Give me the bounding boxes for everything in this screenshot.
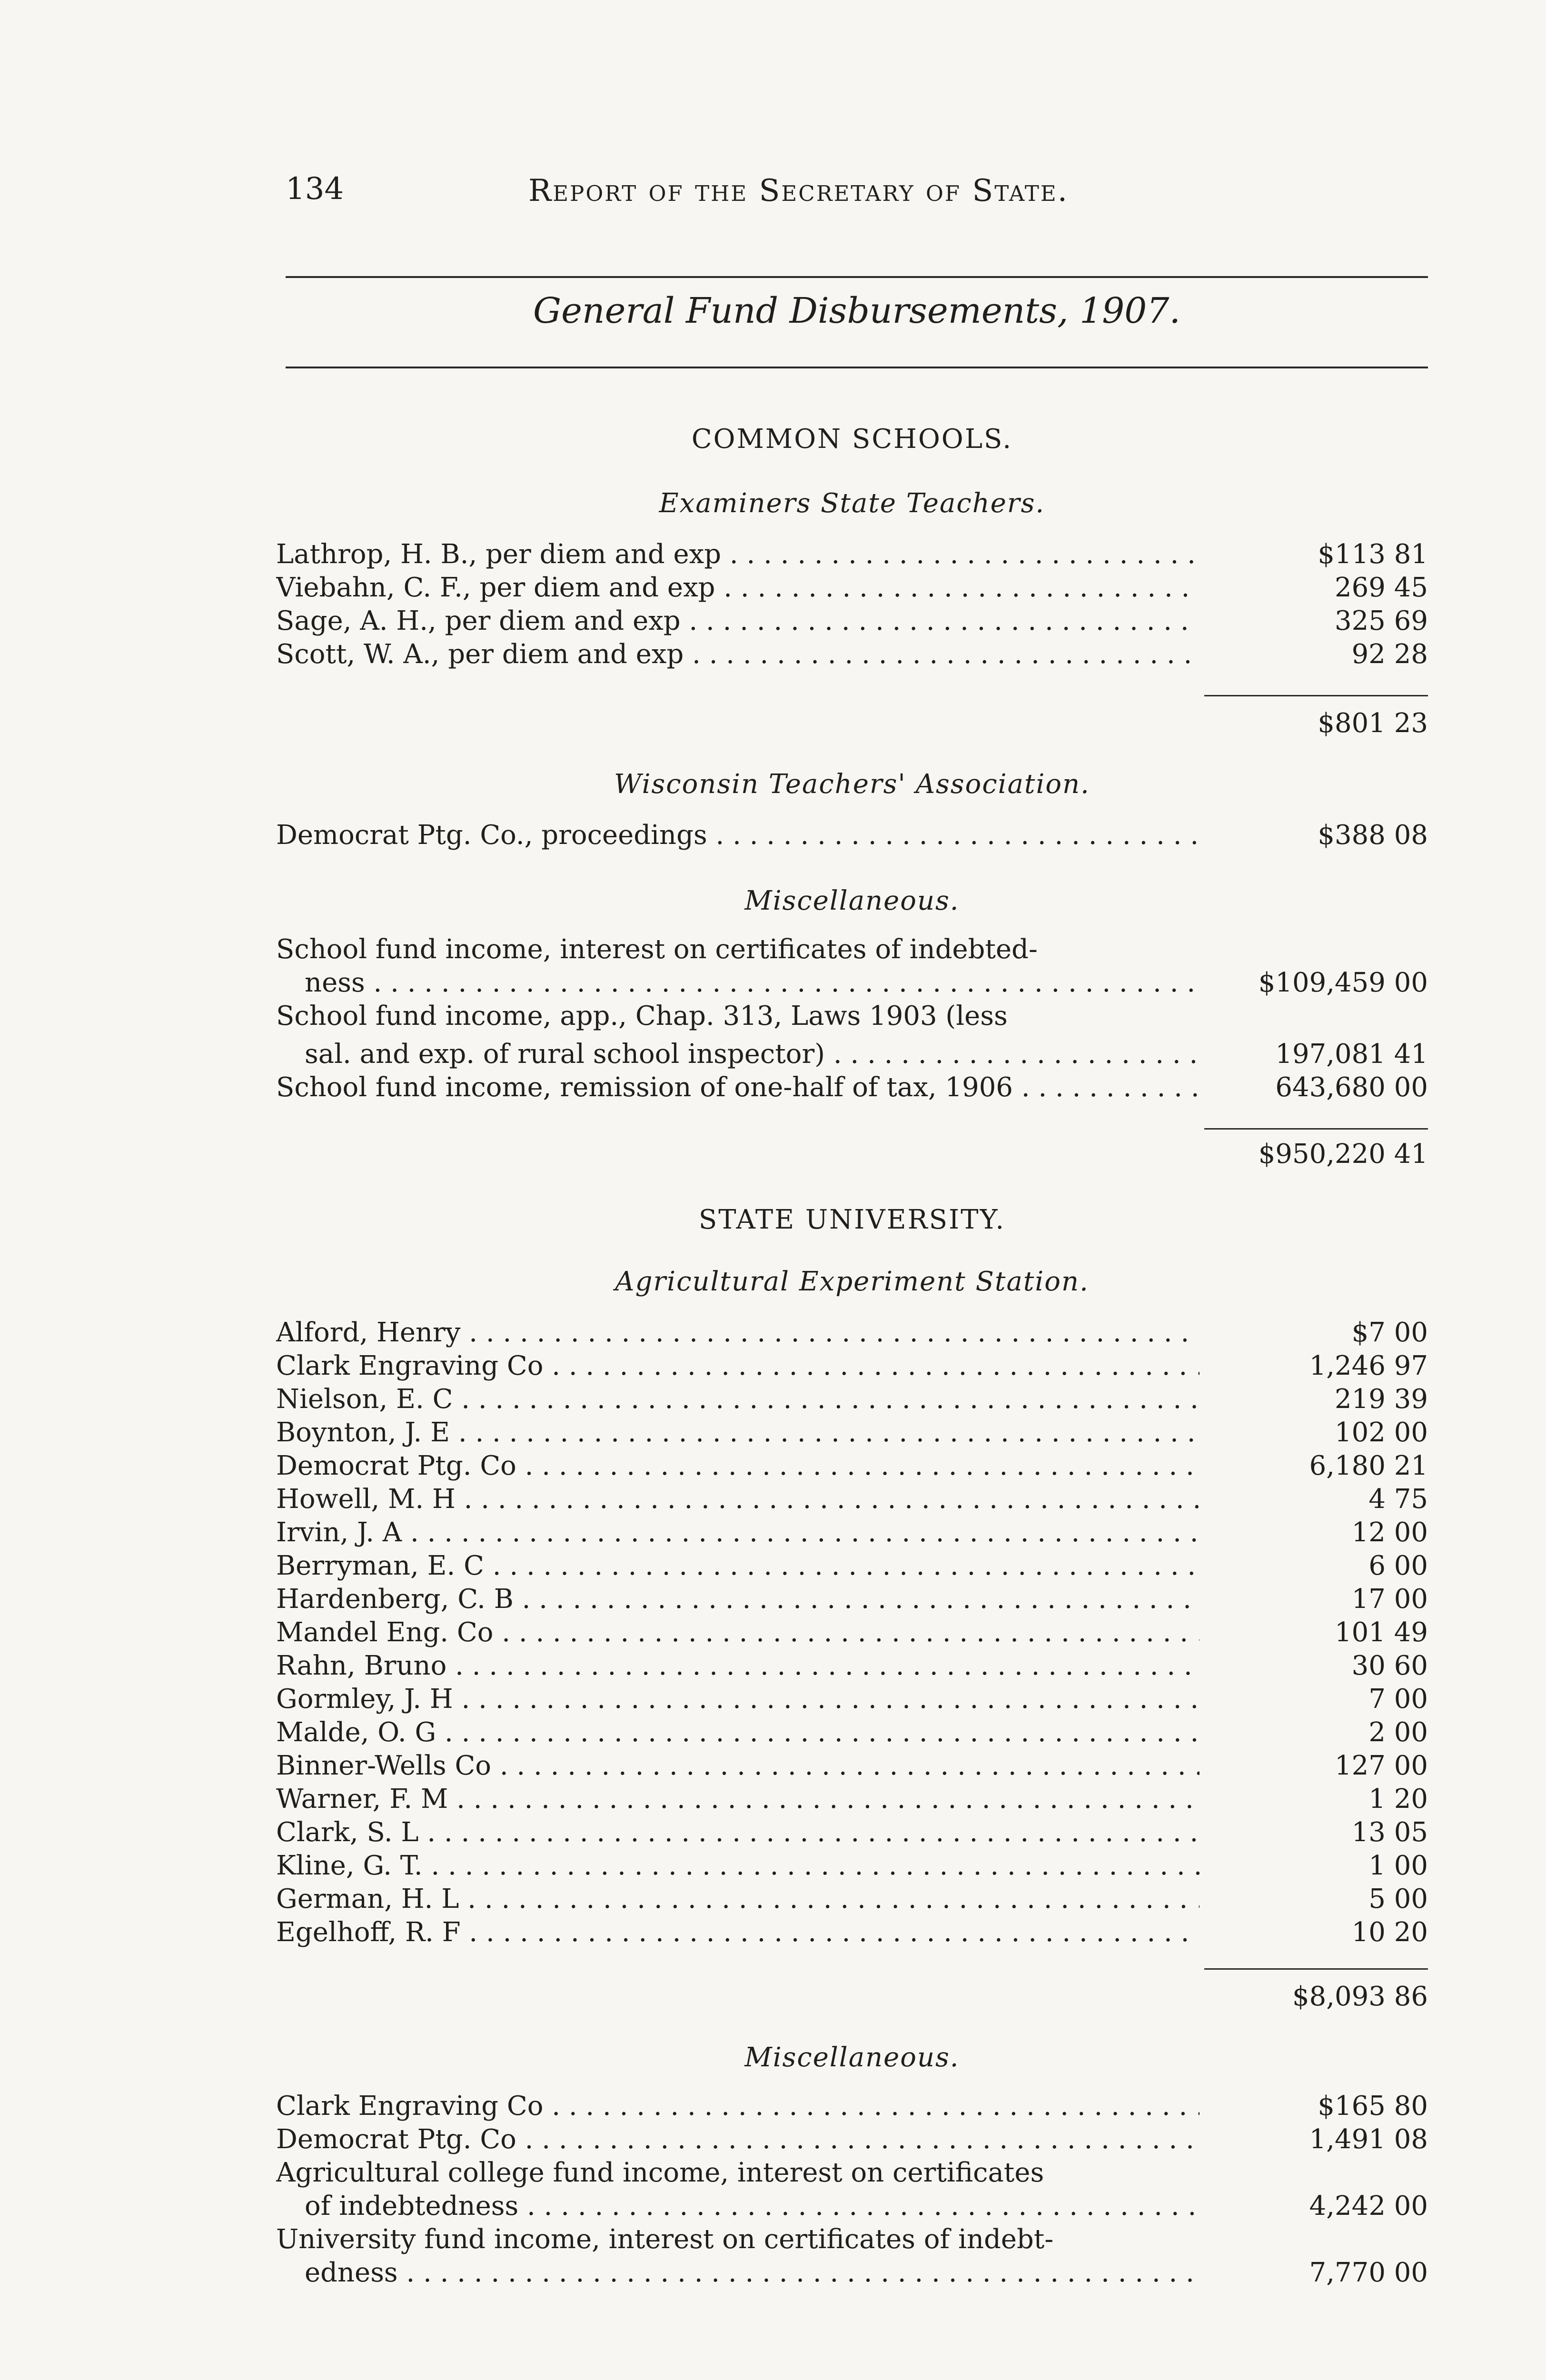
table-row xyxy=(276,2223,1428,2256)
payee-name: Hardenberg, C. B . . . xyxy=(276,1583,1199,1616)
table-row xyxy=(276,1816,1428,1849)
table-row xyxy=(276,1516,1428,1549)
payee-name: Scott, W. A., per diem and exp . . . xyxy=(276,638,1199,671)
payee-name: Clark Engraving Co . . . xyxy=(276,1349,1199,1383)
amount: 127 00 xyxy=(1335,1750,1428,1781)
payee-name: Egelhoff, R. F . . . xyxy=(276,1916,1199,1949)
running-head xyxy=(286,171,1428,219)
table-row xyxy=(276,1071,1428,1104)
section-title: General Fund Disbursements, 1907. xyxy=(533,290,1180,331)
amount: 219 39 xyxy=(1335,1384,1428,1415)
line-text: School fund income, remission of one-half of tax, 1906 . . . xyxy=(276,1071,1199,1104)
table-row xyxy=(276,1649,1428,1683)
line-text: sal. and exp. of rural school inspector) . . . xyxy=(305,1038,1199,1071)
amount: 102 00 xyxy=(1335,1417,1428,1448)
line-text: University fund income, interest on certificates of indebt- xyxy=(276,2224,1054,2255)
amount: 4 75 xyxy=(1368,1484,1428,1515)
table-row xyxy=(276,2123,1428,2156)
payee-name: Kline, G. T. . . . xyxy=(276,1849,1199,1883)
table-row xyxy=(276,1416,1428,1449)
payee-name: Malde, O. G . . . xyxy=(276,1716,1199,1749)
table-row xyxy=(276,1483,1428,1516)
payee-name: German, H. L . . . xyxy=(276,1883,1199,1916)
amount: $113 81 xyxy=(1318,539,1428,570)
payee-name: Sage, A. H., per diem and exp . . . xyxy=(276,605,1199,638)
payee-name: Binner-Wells Co . . . xyxy=(276,1749,1199,1783)
total-rule xyxy=(1204,1128,1428,1130)
amount: $109,459 00 xyxy=(1258,967,1428,998)
line-text: School fund income, interest on certificates of indebted- xyxy=(276,934,1038,965)
amount: 6 00 xyxy=(1368,1550,1428,1581)
table-row xyxy=(276,1316,1428,1349)
amount: 12 00 xyxy=(1351,1517,1428,1548)
amount: 1,491 08 xyxy=(1309,2124,1428,2155)
line-text: edness . . . xyxy=(305,2256,1199,2290)
amount: 10 20 xyxy=(1351,1917,1428,1948)
table-row xyxy=(276,1616,1428,1649)
line-text: Agricultural college fund income, interest on certificates xyxy=(276,2157,1044,2188)
table-row xyxy=(276,2090,1428,2123)
table-row xyxy=(276,571,1428,605)
table-row xyxy=(276,1549,1428,1583)
amount: 197,081 41 xyxy=(1275,1039,1428,1070)
examiners-subheading: Examiners State Teachers. xyxy=(659,488,1045,519)
payee-name: Alford, Henry . . . xyxy=(276,1316,1199,1349)
amount: 1 00 xyxy=(1368,1850,1428,1881)
amount: $388 08 xyxy=(1318,820,1428,851)
payee-name: Mandel Eng. Co . . . xyxy=(276,1616,1199,1649)
table-row xyxy=(276,638,1428,671)
line-text: of indebtedness . . . xyxy=(305,2190,1199,2223)
amount: 30 60 xyxy=(1351,1650,1428,1681)
payee-name: Viebahn, C. F., per diem and exp . . . xyxy=(276,571,1199,605)
page-number: 134 xyxy=(286,171,344,207)
amount: 7 00 xyxy=(1368,1684,1428,1715)
payee-name: Democrat Ptg. Co., proceedings . . . xyxy=(276,819,1199,852)
table-row xyxy=(276,538,1428,571)
total-rule xyxy=(1204,695,1428,696)
payee-name: Clark Engraving Co . . . xyxy=(276,2090,1199,2123)
payee-name: Democrat Ptg. Co . . . xyxy=(276,2123,1199,2156)
payee-name: Nielson, E. C . . . xyxy=(276,1383,1199,1416)
amount: 101 49 xyxy=(1335,1617,1428,1648)
table-row xyxy=(276,1716,1428,1749)
university-misc-subheading: Miscellaneous. xyxy=(744,2042,960,2073)
wta-subheading: Wisconsin Teachers' Association. xyxy=(614,769,1090,800)
amount: $7 00 xyxy=(1351,1317,1428,1348)
line-text: ness . . . xyxy=(305,966,1199,1000)
table-row xyxy=(276,819,1428,852)
amount: 6,180 21 xyxy=(1309,1450,1428,1481)
table-row xyxy=(276,933,1428,966)
table-row xyxy=(276,1749,1428,1783)
amount: $165 80 xyxy=(1318,2091,1428,2122)
table-row xyxy=(276,2190,1428,2223)
table-row xyxy=(276,2156,1428,2190)
payee-name: Gormley, J. H . . . xyxy=(276,1683,1199,1716)
table-row xyxy=(276,2256,1428,2290)
payee-name: Berryman, E. C . . . xyxy=(276,1549,1199,1583)
table-row xyxy=(276,1683,1428,1716)
amount: 325 69 xyxy=(1335,605,1428,636)
table-row xyxy=(276,1583,1428,1616)
table-row xyxy=(276,1916,1428,1949)
table-row xyxy=(276,1349,1428,1383)
section-rule xyxy=(286,367,1428,368)
amount: 643,680 00 xyxy=(1275,1072,1428,1103)
payee-name: Lathrop, H. B., per diem and exp . . . xyxy=(276,538,1199,571)
payee-name: Irvin, J. A . . . xyxy=(276,1516,1199,1549)
payee-name: Howell, M. H . . . xyxy=(276,1483,1199,1516)
table-row xyxy=(276,1000,1428,1033)
table-row xyxy=(276,1783,1428,1816)
table-row xyxy=(276,1883,1428,1916)
table-row xyxy=(276,1383,1428,1416)
amount: 5 00 xyxy=(1368,1884,1428,1914)
amount: 269 45 xyxy=(1335,572,1428,603)
amount: 4,242 00 xyxy=(1309,2191,1428,2221)
amount: 92 28 xyxy=(1351,639,1428,670)
table-row xyxy=(276,1849,1428,1883)
payee-name: Rahn, Bruno . . . xyxy=(276,1649,1199,1683)
payee-name: Democrat Ptg. Co . . . xyxy=(276,1449,1199,1483)
running-title: Report of the Secretary of State. xyxy=(528,173,1069,208)
ag-station-total: $8,093 86 xyxy=(1292,1981,1428,2012)
amount: 2 00 xyxy=(1368,1717,1428,1748)
amount: 17 00 xyxy=(1351,1584,1428,1615)
payee-name: Warner, F. M . . . xyxy=(276,1783,1199,1816)
state-university-heading: STATE UNIVERSITY. xyxy=(698,1204,1006,1235)
misc-total: $950,220 41 xyxy=(1258,1139,1428,1170)
misc-subheading: Miscellaneous. xyxy=(744,885,960,916)
line-text: School fund income, app., Chap. 313, Laws 1903 (less xyxy=(276,1001,1008,1031)
payee-name: Clark, S. L . . . xyxy=(276,1816,1199,1849)
top-rule xyxy=(286,276,1428,278)
amount: 13 05 xyxy=(1351,1817,1428,1848)
table-row xyxy=(276,1449,1428,1483)
table-row xyxy=(276,966,1428,1000)
amount: 1 20 xyxy=(1368,1784,1428,1815)
table-row xyxy=(276,1038,1428,1071)
table-row xyxy=(276,605,1428,638)
payee-name: Boynton, J. E . . . xyxy=(276,1416,1199,1449)
amount: 1,246 97 xyxy=(1309,1350,1428,1381)
total-rule xyxy=(1204,1968,1428,1970)
common-schools-heading: COMMON SCHOOLS. xyxy=(691,424,1013,455)
ag-station-subheading: Agricultural Experiment Station. xyxy=(615,1266,1089,1297)
amount: 7,770 00 xyxy=(1309,2257,1428,2288)
examiners-total: $801 23 xyxy=(1318,708,1428,739)
